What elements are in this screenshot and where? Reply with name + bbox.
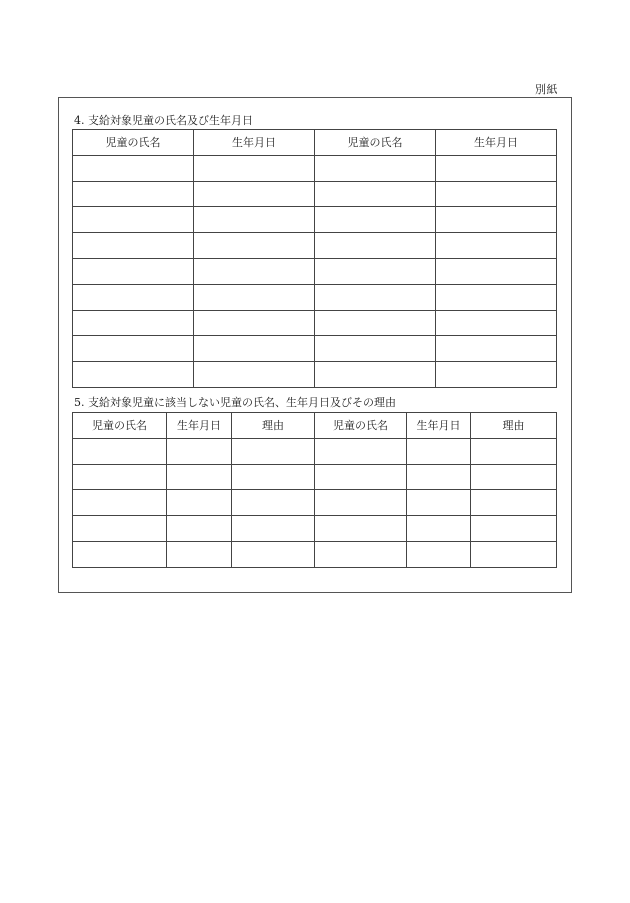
section5-title: 5. 支給対象児童に該当しない児童の氏名、生年月日及びその理由 — [74, 396, 396, 409]
reason-cell[interactable] — [232, 438, 315, 464]
child-name-cell[interactable] — [315, 336, 436, 362]
birth-date-cell[interactable] — [436, 310, 557, 336]
child-name-cell[interactable] — [315, 464, 407, 490]
child-name-cell[interactable] — [73, 233, 194, 259]
reason-cell[interactable] — [232, 490, 315, 516]
table-row — [73, 336, 557, 362]
table-row — [73, 438, 557, 464]
birth-date-cell[interactable] — [194, 362, 315, 388]
reason-cell[interactable] — [471, 490, 557, 516]
reason-cell[interactable] — [471, 464, 557, 490]
section4-title: 4. 支給対象児童の氏名及び生年月日 — [74, 114, 253, 127]
child-name-cell[interactable] — [315, 490, 407, 516]
birth-date-cell[interactable] — [194, 233, 315, 259]
birth-date-cell[interactable] — [194, 336, 315, 362]
header-reason: 理由 — [232, 413, 315, 439]
table-row — [73, 362, 557, 388]
child-name-cell[interactable] — [73, 258, 194, 284]
table-row — [73, 233, 557, 259]
birth-date-cell[interactable] — [436, 362, 557, 388]
birth-date-cell[interactable] — [436, 336, 557, 362]
child-name-cell[interactable] — [315, 284, 436, 310]
child-name-cell[interactable] — [315, 541, 407, 567]
child-name-cell[interactable] — [315, 181, 436, 207]
child-name-cell[interactable] — [315, 362, 436, 388]
child-name-cell[interactable] — [73, 362, 194, 388]
birth-date-cell[interactable] — [194, 258, 315, 284]
child-name-cell[interactable] — [73, 464, 167, 490]
table-row — [73, 490, 557, 516]
child-name-cell[interactable] — [73, 336, 194, 362]
reason-cell[interactable] — [232, 464, 315, 490]
child-name-cell[interactable] — [73, 438, 167, 464]
header-child-name: 児童の氏名 — [315, 130, 436, 156]
table-row — [73, 207, 557, 233]
header-child-name: 児童の氏名 — [315, 413, 407, 439]
reason-cell[interactable] — [232, 541, 315, 567]
header-birth-date: 生年月日 — [194, 130, 315, 156]
birth-date-cell[interactable] — [436, 155, 557, 181]
birth-date-cell[interactable] — [407, 516, 471, 542]
reason-cell[interactable] — [471, 438, 557, 464]
child-name-cell[interactable] — [73, 181, 194, 207]
child-name-cell[interactable] — [315, 516, 407, 542]
header-child-name: 児童の氏名 — [73, 413, 167, 439]
child-name-cell[interactable] — [315, 438, 407, 464]
table-row — [73, 155, 557, 181]
child-name-cell[interactable] — [73, 516, 167, 542]
child-name-cell[interactable] — [73, 207, 194, 233]
birth-date-cell[interactable] — [436, 284, 557, 310]
birth-date-cell[interactable] — [167, 490, 232, 516]
child-name-cell[interactable] — [73, 490, 167, 516]
page-label: 別紙 — [535, 83, 558, 96]
birth-date-cell[interactable] — [194, 155, 315, 181]
child-name-cell[interactable] — [315, 310, 436, 336]
table-row — [73, 310, 557, 336]
table-header-row — [73, 413, 557, 439]
birth-date-cell[interactable] — [167, 464, 232, 490]
reason-cell[interactable] — [232, 516, 315, 542]
birth-date-cell[interactable] — [436, 233, 557, 259]
birth-date-cell[interactable] — [436, 207, 557, 233]
header-birth-date: 生年月日 — [167, 413, 232, 439]
child-name-cell[interactable] — [315, 258, 436, 284]
table-row — [73, 284, 557, 310]
reason-cell[interactable] — [471, 516, 557, 542]
child-name-cell[interactable] — [73, 310, 194, 336]
table-row — [73, 181, 557, 207]
table-row — [73, 464, 557, 490]
birth-date-cell[interactable] — [436, 258, 557, 284]
birth-date-cell[interactable] — [407, 490, 471, 516]
child-name-cell[interactable] — [73, 284, 194, 310]
table-row — [73, 541, 557, 567]
child-name-cell[interactable] — [315, 207, 436, 233]
birth-date-cell[interactable] — [194, 207, 315, 233]
birth-date-cell[interactable] — [436, 181, 557, 207]
table-row — [73, 516, 557, 542]
child-name-cell[interactable] — [73, 155, 194, 181]
header-child-name: 児童の氏名 — [73, 130, 194, 156]
birth-date-cell[interactable] — [167, 516, 232, 542]
child-name-cell[interactable] — [315, 233, 436, 259]
non-eligible-children-table — [72, 412, 557, 568]
birth-date-cell[interactable] — [407, 438, 471, 464]
child-name-cell[interactable] — [315, 155, 436, 181]
birth-date-cell[interactable] — [407, 541, 471, 567]
reason-cell[interactable] — [471, 541, 557, 567]
header-reason: 理由 — [471, 413, 557, 439]
table-header-row — [73, 130, 557, 156]
birth-date-cell[interactable] — [194, 310, 315, 336]
birth-date-cell[interactable] — [194, 284, 315, 310]
child-name-cell[interactable] — [73, 541, 167, 567]
birth-date-cell[interactable] — [407, 464, 471, 490]
birth-date-cell[interactable] — [167, 438, 232, 464]
children-table — [72, 129, 557, 388]
birth-date-cell[interactable] — [194, 181, 315, 207]
birth-date-cell[interactable] — [167, 541, 232, 567]
header-birth-date: 生年月日 — [436, 130, 557, 156]
header-birth-date: 生年月日 — [407, 413, 471, 439]
table-row — [73, 258, 557, 284]
